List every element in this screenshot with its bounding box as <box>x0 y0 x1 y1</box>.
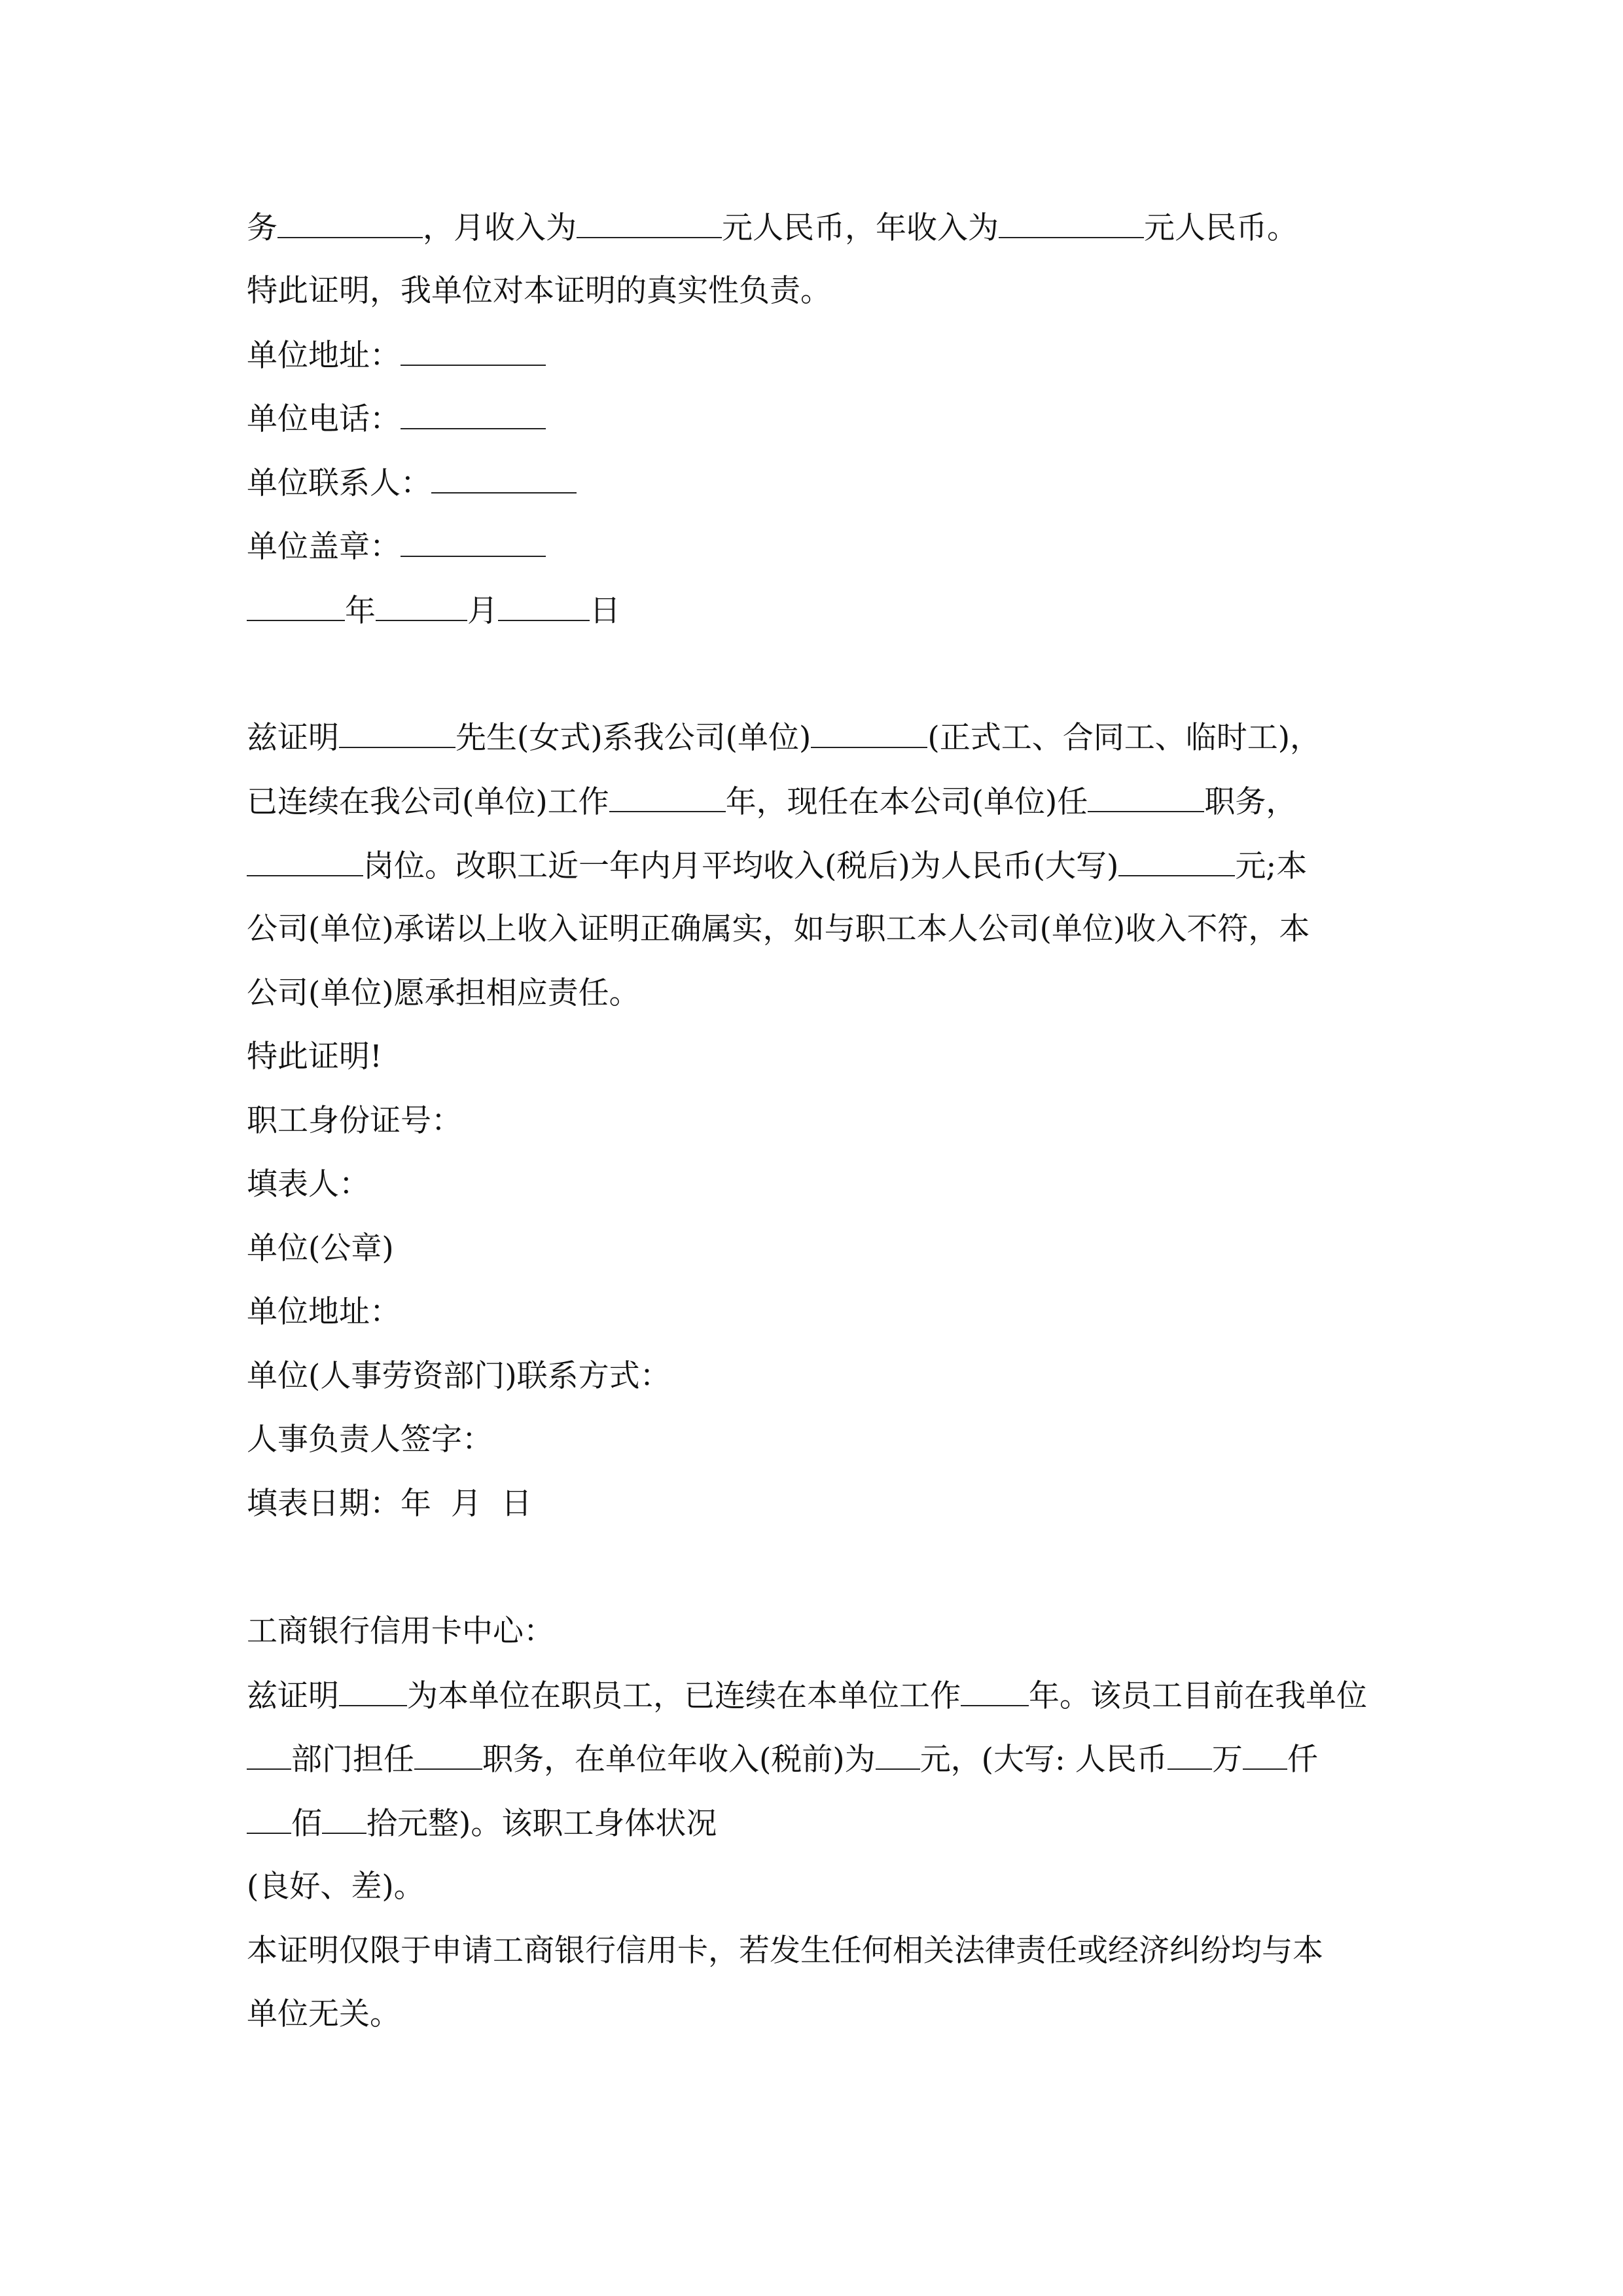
blank-year[interactable] <box>247 591 345 621</box>
s2-certify: 特此证明! <box>247 1039 382 1075</box>
s2-line-5: 公司(单位)愿承担相应责任。 <box>247 975 640 1011</box>
s3-line-3 <box>247 1740 1318 1780</box>
text: ，月收入为 <box>423 210 577 246</box>
s3-disclaimer-2: 单位无关。 <box>247 1996 401 2032</box>
text: 已连续在我公司(单位)工作 <box>247 784 609 820</box>
blank-month[interactable] <box>376 591 467 621</box>
blank-years[interactable] <box>961 1676 1029 1706</box>
unit-seal-line <box>247 527 546 567</box>
text: 元人民币，年收入为 <box>722 210 999 246</box>
label: 单位盖章： <box>247 529 401 565</box>
text: 兹证明 <box>247 1678 339 1714</box>
blank-post[interactable] <box>247 846 363 876</box>
text: 元，(大写: 人民币 <box>919 1742 1168 1778</box>
s2-line-4: 公司(单位)承诺以上收入证明正确属实，如与职工本人公司(单位)收入不符，本 <box>247 911 1310 947</box>
unit-address-line <box>247 336 546 376</box>
text: 年，现任在本公司(单位)任 <box>725 784 1088 820</box>
text: 拾元整)。该职工身体状况 <box>366 1806 717 1842</box>
blank-unit-address[interactable] <box>401 336 546 366</box>
income-line <box>247 208 1298 248</box>
blank-amount[interactable] <box>1118 846 1235 876</box>
s2-id-number: 职工身份证号： <box>247 1103 462 1139</box>
s3-line-4 <box>247 1804 717 1844</box>
text: 职务， <box>1204 784 1297 820</box>
blank-annual-income[interactable] <box>999 208 1144 238</box>
certify-line: 特此证明，我单位对本证明的真实性负责。 <box>247 273 831 309</box>
text: 为本单位在职员工，已连续在本单位工作 <box>407 1678 961 1714</box>
s3-disclaimer-1: 本证明仅限于申请工商银行信用卡，若发生任何相关法律责任或经济纠纷均与本 <box>247 1933 1323 1969</box>
text: 月 <box>467 593 498 629</box>
blank-position[interactable] <box>1088 782 1204 812</box>
text: 万 <box>1211 1742 1243 1778</box>
blank-monthly-income[interactable] <box>577 208 722 238</box>
blank-employee-name[interactable] <box>339 1676 407 1706</box>
s2-filler: 填表人： <box>247 1166 370 1202</box>
s2-hr-signature: 人事负责人签字： <box>247 1422 493 1458</box>
text: 兹证明 <box>247 720 339 756</box>
blank-unit-contact[interactable] <box>431 463 577 493</box>
text: 部门担任 <box>291 1742 414 1778</box>
blank-name[interactable] <box>339 718 455 748</box>
s2-line-3 <box>247 846 1307 886</box>
blank-qian[interactable] <box>1243 1740 1287 1770</box>
text: 佰 <box>291 1806 322 1842</box>
s2-seal: 单位(公章) <box>247 1230 394 1266</box>
label: 单位联系人： <box>247 465 431 501</box>
blank-position[interactable] <box>414 1740 482 1770</box>
blank-department[interactable] <box>247 1740 291 1770</box>
blank-annual-income[interactable] <box>876 1740 920 1770</box>
text: 元;本 <box>1235 848 1308 884</box>
text: 职务，在单位年收入(税前)为 <box>482 1742 876 1778</box>
text: 岗位。改职工近一年内月平均收入(税后)为人民币(大写) <box>363 848 1119 884</box>
blank-unit-seal[interactable] <box>401 527 546 557</box>
blank-shi[interactable] <box>322 1804 366 1834</box>
s2-line-1 <box>247 718 1321 758</box>
s3-addressee: 工商银行信用卡中心： <box>247 1613 554 1649</box>
s2-address: 单位地址： <box>247 1294 401 1330</box>
blank-unit-phone[interactable] <box>401 399 546 429</box>
unit-phone-line <box>247 399 546 439</box>
text: 年。该员工目前在我单位 <box>1029 1678 1367 1714</box>
blank-years[interactable] <box>609 782 726 812</box>
s2-contact: 单位(人事劳资部门)联系方式： <box>247 1358 671 1394</box>
text: 日 <box>590 593 620 629</box>
s2-line-2 <box>247 782 1296 822</box>
text: 务 <box>247 210 277 246</box>
blank-day[interactable] <box>498 591 590 621</box>
text: 仟 <box>1287 1742 1318 1778</box>
date-line <box>247 591 620 631</box>
blank-wan[interactable] <box>1168 1740 1212 1770</box>
label: 单位电话： <box>247 401 401 437</box>
text: 年 <box>345 593 376 629</box>
unit-contact-line <box>247 463 577 503</box>
s3-line-2 <box>247 1676 1367 1716</box>
text: (正式工、合同工、临时工)， <box>927 720 1321 756</box>
label: 单位地址： <box>247 338 401 374</box>
s3-health: (良好、差)。 <box>247 1869 425 1905</box>
text: 先生(女式)系我公司(单位) <box>455 720 812 756</box>
blank-position[interactable] <box>277 208 423 238</box>
blank-employment-type[interactable] <box>811 718 927 748</box>
s2-fill-date: 填表日期：年 月 日 <box>247 1486 532 1522</box>
text: 元人民币。 <box>1144 210 1298 246</box>
blank-bai[interactable] <box>247 1804 291 1834</box>
